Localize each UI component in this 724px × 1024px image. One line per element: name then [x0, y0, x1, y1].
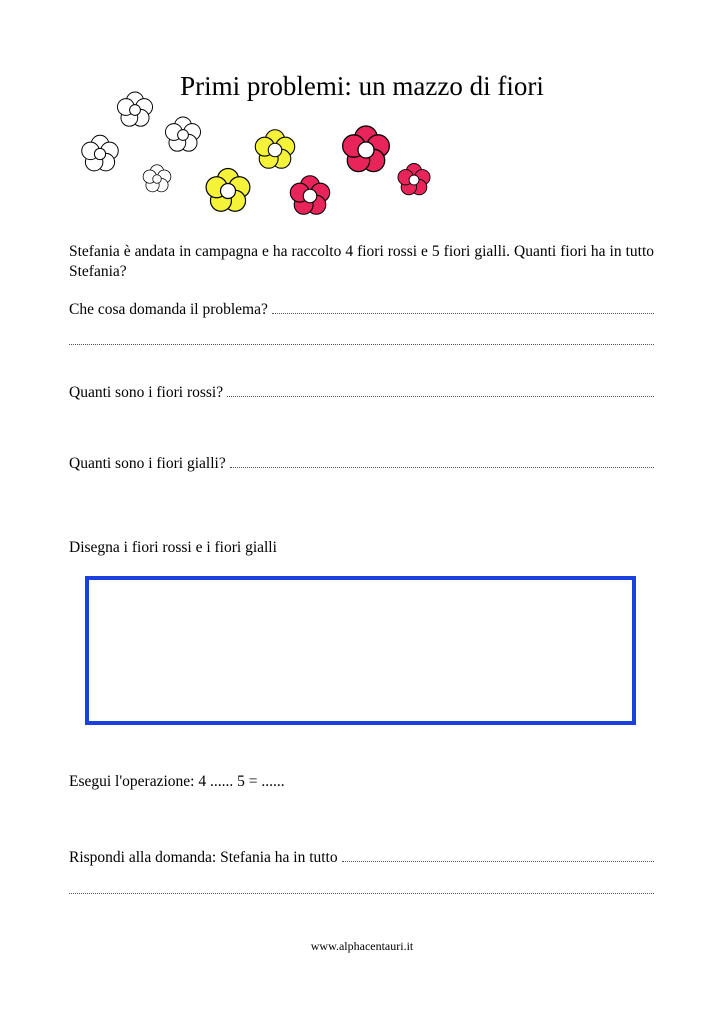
answer-dotted-line[interactable]: [69, 893, 654, 894]
problem-text: Stefania è andata in campagna e ha raccolto 4 fiori rossi e 5 fiori gialli. Quanti fiori ha in tutto Stefania?: [69, 243, 654, 280]
operation-line: Esegui l'operazione: 4 ...... 5 = ......: [69, 773, 285, 790]
white-flower-icon: [165, 117, 200, 151]
answer-dotted-line[interactable]: [230, 453, 654, 468]
question-what-asks: [69, 299, 654, 319]
drawing-box[interactable]: [85, 576, 636, 725]
yellow-flower-icon: [206, 169, 250, 212]
question-red-flowers-label: Quanti sono i fiori rossi?: [69, 384, 224, 401]
question-red-flowers: [69, 382, 654, 402]
question-yellow-flowers: [69, 453, 654, 473]
page-title: Primi problemi: un mazzo di fiori: [180, 71, 544, 101]
red-flower-icon: [290, 176, 329, 214]
red-flower-icon: [343, 126, 390, 172]
answer-dotted-line[interactable]: [69, 344, 654, 345]
answer-dotted-line[interactable]: [272, 299, 654, 314]
flowers-illustration: [70, 88, 440, 220]
yellow-flower-icon: [255, 130, 294, 168]
footer-url: www.alphacentauri.it: [310, 939, 414, 953]
red-flower-icon: [398, 164, 430, 195]
answer-dotted-line[interactable]: [227, 382, 654, 397]
question-yellow-flowers-label: Quanti sono i fiori gialli?: [69, 455, 226, 472]
answer-prompt: Rispondi alla domanda: Stefania ha in tutto: [69, 849, 338, 866]
draw-instruction: Disegna i fiori rossi e i fiori gialli: [69, 539, 277, 556]
white-flower-icon: [82, 135, 119, 171]
white-flower-icon: [143, 165, 171, 192]
white-flower-icon: [117, 92, 152, 126]
answer-line: [69, 847, 654, 867]
question-what-asks-label: Che cosa domanda il problema?: [69, 301, 268, 318]
answer-dotted-line[interactable]: [342, 847, 654, 862]
